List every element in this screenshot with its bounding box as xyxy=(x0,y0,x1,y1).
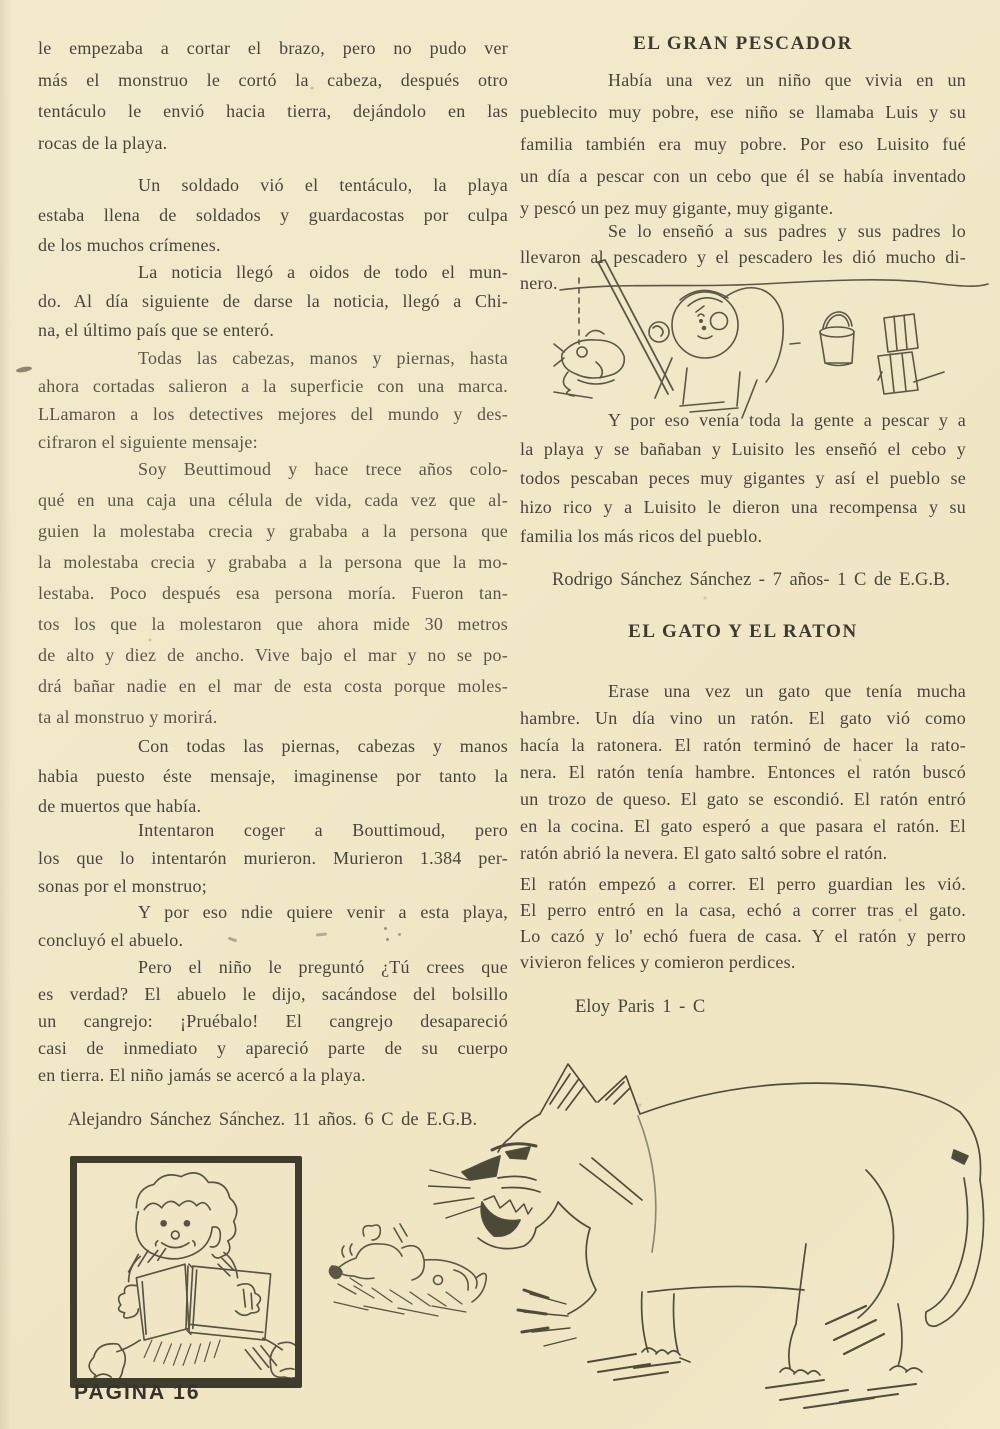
fishing-scene-illustration xyxy=(552,222,1000,432)
story-title-pescador: EL GRAN PESCADOR xyxy=(633,33,853,54)
text-line: sonas por el monstruo; xyxy=(38,876,207,896)
page-number-label: PAGINA 16 xyxy=(74,1381,201,1404)
text-line: Intentaron coger a Bouttimoud, pero xyxy=(138,820,508,840)
text-line: la playa y se bañaban y Luisito les enseñó el cebo y xyxy=(520,439,966,459)
author-signature: Alejandro Sánchez Sánchez. 11 años. 6 C de E.G.B. xyxy=(68,1110,478,1130)
text-line: casi de inmediato y apareció parte de su cuerpo xyxy=(38,1038,508,1058)
text-line: El perro entró en la casa, echó a correr tras el gato. xyxy=(520,900,966,920)
text-line: y pescó un pez muy gigante, muy gigante. xyxy=(520,198,834,218)
text-line: de muertos que había. xyxy=(38,796,202,816)
text-line: todos pescaban peces muy gigantes y así el pueblo se xyxy=(520,468,966,488)
paragraph xyxy=(38,170,508,260)
text-line: Se lo enseñó a sus padres y sus padres lo xyxy=(608,221,966,241)
text-line: lestaba. Poco después esa persona moría. Fueron tan- xyxy=(38,583,508,603)
text-line: Soy Beuttimoud y hace trece años colo- xyxy=(138,459,508,479)
text-line: La noticia llegó a oidos de todo el mun- xyxy=(138,262,508,282)
text-line: familia los más ricos del pueblo. xyxy=(520,526,763,546)
paragraph xyxy=(38,898,508,954)
paragraph xyxy=(38,816,508,900)
text-line: do. Al día siguiente de darse la noticia, llegó a Chi- xyxy=(38,291,508,311)
text-line: la molestaba crecia y grababa a la persona que la mo- xyxy=(38,552,508,572)
text-line: más el monstruo le cortó la cabeza, después otro xyxy=(38,69,508,90)
text-line: ta al monstruo y morirá. xyxy=(38,707,218,727)
text-line: tos los que la molestaron que ahora mide 30 metros xyxy=(38,614,508,634)
paragraph xyxy=(520,678,966,867)
author-signature: Rodrigo Sánchez Sánchez - 7 años- 1 C de E.G.B. xyxy=(552,570,950,590)
reading-boy-illustration xyxy=(77,1163,295,1378)
text-line: Pero el niño le preguntó ¿Tú crees que xyxy=(138,957,508,977)
text-line: hambre. Un día vino un ratón. El gato vió como xyxy=(520,708,966,728)
paragraph xyxy=(38,731,508,821)
text-line: LLamaron a los detectives mejores del mundo y des- xyxy=(38,404,508,424)
text-line: nero. xyxy=(520,273,558,293)
text-line: concluyó el abuelo. xyxy=(38,930,184,950)
text-line: de alto y diez de ancho. Vive bajo el mar y no se po- xyxy=(38,645,508,665)
text-line: Todas las cabezas, manos y piernas, hasta xyxy=(138,348,508,368)
text-line: Erase una vez un gato que tenía mucha xyxy=(608,681,966,701)
story-title-gato-raton: EL GATO Y EL RATON xyxy=(628,621,858,642)
paragraph xyxy=(38,454,508,733)
text-line: qué en una caja una célula de vida, cada vez que al- xyxy=(38,490,508,510)
ink-speck xyxy=(398,933,401,936)
paragraph xyxy=(38,258,508,345)
text-line: Había una vez un niño que vivia en un xyxy=(608,70,966,90)
paragraph xyxy=(520,871,966,975)
text-line: familia también era muy pobre. Por eso Luisito fué xyxy=(520,134,966,154)
text-line: ahora cortadas salieron a la superficie con una marca. xyxy=(38,376,508,396)
text-line: los que lo intentarón murieron. Murieron 1.384 per- xyxy=(38,848,508,868)
text-line: Lo cazó y lo' echó fuera de casa. Y el ratón y perro xyxy=(520,926,966,946)
text-line: guien la molestaba crecia y grababa a la persona que xyxy=(38,521,508,541)
ink-speck xyxy=(386,938,389,941)
text-line: le empezaba a cortar el brazo, pero no pudo ver xyxy=(38,38,508,58)
text-line: llevaron al pescadero y el pescadero les dió mucho di- xyxy=(520,247,966,267)
cat-illustration xyxy=(428,1052,1000,1429)
text-line: na, el último país que se enteró. xyxy=(38,320,275,340)
text-line: un trozo de queso. El gato se escondió. El ratón entró xyxy=(520,789,966,809)
text-line: drá bañar nadie en el mar de esta costa porque moles- xyxy=(38,676,508,696)
reading-boy-frame xyxy=(70,1156,302,1388)
paragraph xyxy=(38,344,508,456)
text-line: Con todas las piernas, cabezas y manos xyxy=(138,736,508,756)
text-line: de los muchos crímenes. xyxy=(38,235,221,255)
author-signature: Eloy Paris 1 - C xyxy=(575,997,706,1017)
text-line: en tierra. El niño jamás se acercó a la playa. xyxy=(38,1065,366,1085)
text-line: en la cocina. El gato esperó a que pasara el ratón. El xyxy=(520,816,966,836)
text-line: ratón abrió la nevera. El gato saltó sobre el ratón. xyxy=(520,843,888,863)
text-line: nera. El ratón tenía hambre. Entonces el ratón buscó xyxy=(520,762,966,782)
ink-speck xyxy=(384,927,387,930)
text-line: El ratón empezó a correr. El perro guardian les vió. xyxy=(520,874,966,894)
text-line: vivieron felices y comieron perdices. xyxy=(520,952,796,972)
text-line: Un soldado vió el tentáculo, la playa xyxy=(138,175,508,195)
text-line: Y por eso ndie quiere venir a esta playa, xyxy=(138,902,508,922)
text-line: hacía la ratonera. El ratón terminó de hacer la rato- xyxy=(520,735,966,755)
text-line: tentáculo le envió hacia tierra, dejándolo en las xyxy=(38,101,508,121)
text-line: habia puesto éste mensaje, imaginense por tanto la xyxy=(38,766,508,786)
paragraph xyxy=(38,33,508,159)
text-line: hizo rico y a Luisito le dieron una recompensa y su xyxy=(520,497,966,517)
ink-smudge xyxy=(16,366,33,374)
text-line: rocas de la playa. xyxy=(38,132,168,153)
text-line: un cangrejo: ¡Pruébalo! El cangrejo desapareció xyxy=(38,1011,508,1031)
text-line: un día a pescar con un cebo que él se había inventado xyxy=(520,166,966,186)
text-line: es verdad? El abuelo le dijo, sacándose del bolsillo xyxy=(38,984,508,1004)
text-line: Y por eso venía toda la gente a pescar y a xyxy=(608,410,966,430)
text-line: cifraron el siguiente mensaje: xyxy=(38,432,258,452)
text-line: estaba llena de soldados y guardacostas por culpa xyxy=(38,205,508,225)
paragraph xyxy=(520,64,966,224)
text-line: pueblecito muy pobre, ese niño se llamaba Luis y su xyxy=(520,102,966,122)
